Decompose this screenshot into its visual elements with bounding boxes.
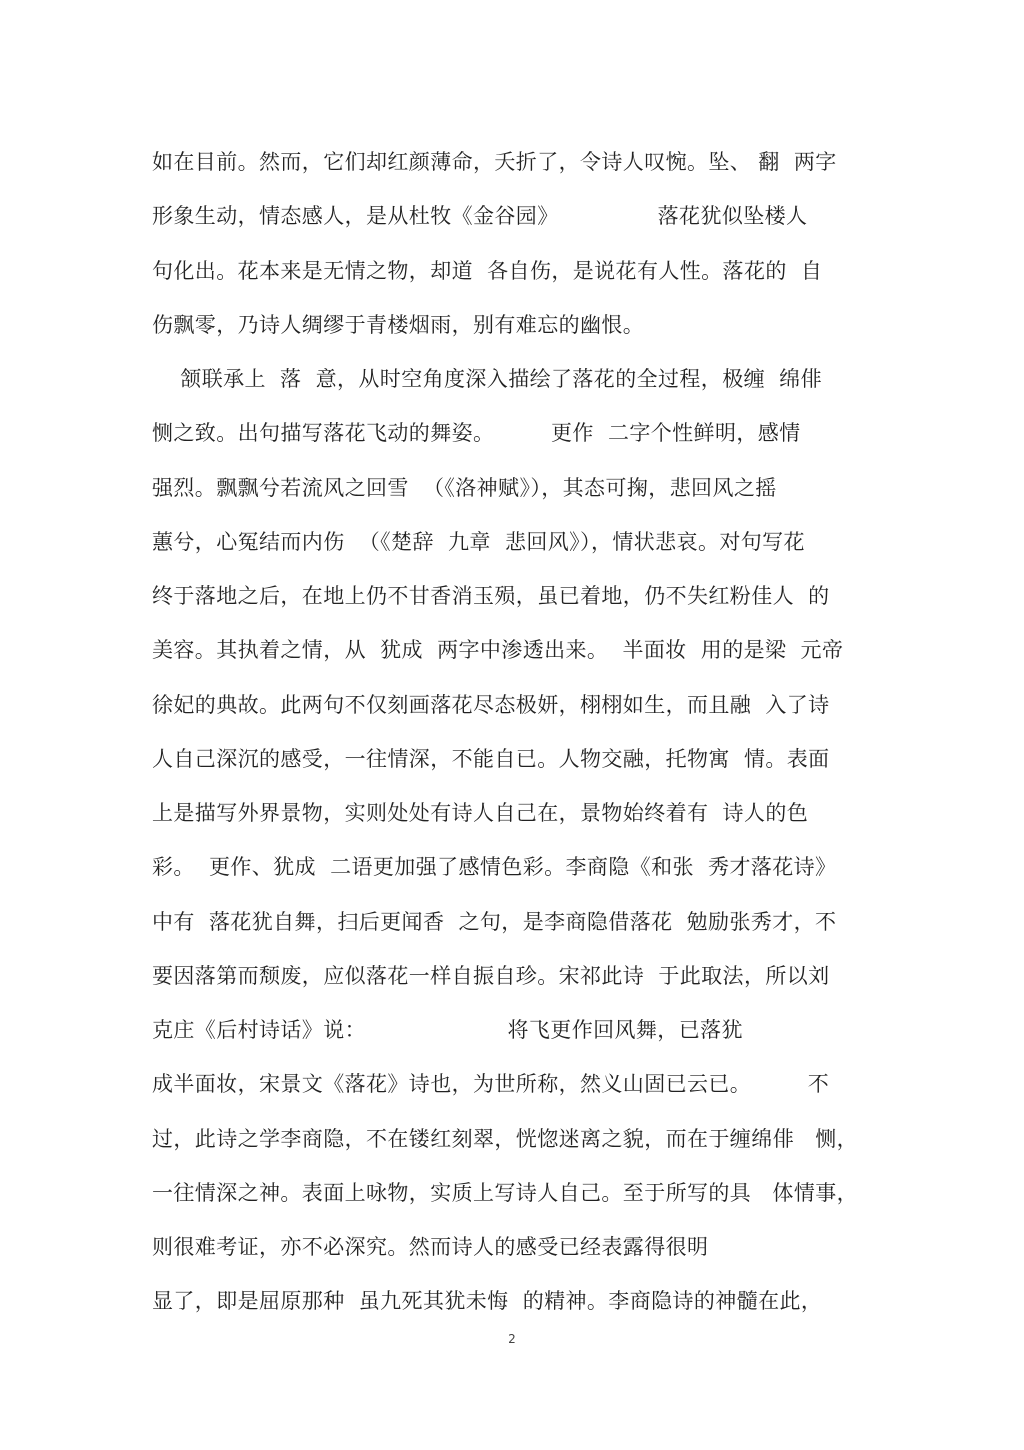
text-line: 显了，即是屈原那种 虽九死其犹未悔 的精神。李商隐诗的神髓在此， [152, 1289, 823, 1313]
text-line: 上是描写外界景物，实则处处有诗人自己在，景物始终着有 诗人的色 [152, 801, 809, 825]
page-number: 2 [508, 1332, 516, 1346]
text-line: 过，此诗之学李商隐，不在镂红刻翠，恍惚迷离之貌，而在于缠绵俳 恻， [152, 1127, 859, 1151]
text-line: 要因落第而颓废，应似落花一样自振自珍。宋祁此诗 于此取法，所以刘 [152, 964, 830, 988]
text-line: 中有 落花犹自舞，扫后更闻香 之句，是李商隐借落花 勉励张秀才，不 [152, 910, 837, 934]
text-line: 克庄《后村诗话》说： 将飞更作回风舞，已落犹 [152, 1018, 743, 1042]
text-line: 终于落地之后，在地上仍不甘香消玉殒，虽已着地，仍不失红粉佳人 的 [152, 584, 830, 608]
text-line: 蕙兮，心冤结而内伤 （《楚辞 九章 悲回风》），情状悲哀。对句写花 [152, 530, 805, 554]
text-line: 徐妃的典故。此两句不仅刻画落花尽态极妍，栩栩如生，而且融 入了诗 [152, 693, 830, 717]
text-line: 颔联承上 落 意，从时空角度深入描绘了落花的全过程，极缠 绵俳 [152, 367, 822, 391]
text-line: 如在目前。然而，它们却红颜薄命，夭折了，令诗人叹惋。坠、 翻 两字 [152, 150, 837, 174]
text-line: 一往情深之神。表面上咏物，实质上写诗人自己。至于所写的具 体情事， [152, 1181, 859, 1205]
text-line: 恻之致。出句描写落花飞动的舞姿。 更作 二字个性鲜明，感情 [152, 421, 801, 445]
text-line: 美容。其执着之情，从 犹成 两字中渗透出来。 半面妆 用的是梁 元帝 [152, 638, 844, 662]
text-line: 人自己深沉的感受，一往情深，不能自已。人物交融，托物寓 情。表面 [152, 747, 830, 771]
text-line: 伤飘零，乃诗人绸缪于青楼烟雨，别有难忘的幽恨。 [152, 313, 645, 337]
text-line: 则很难考证，亦不必深究。然而诗人的感受已经表露得很明 [152, 1235, 709, 1259]
text-line: 强烈。飘飘兮若流风之回雪 （《洛神赋》），其态可掬，悲回风之摇 [152, 476, 777, 500]
text-line: 形象生动，情态感人，是从杜牧《金谷园》 落花犹似坠楼人 [152, 204, 808, 228]
text-line: 成半面妆，宋景文《落花》诗也，为世所称，然义山固已云已。 不 [152, 1072, 830, 1096]
text-line: 句化出。花本来是无情之物，却道 各自伤，是说花有人性。落花的 自 [152, 259, 823, 283]
text-line: 彩。 更作、犹成 二语更加强了感情色彩。李商隐《和张 秀才落花诗》 [152, 855, 837, 879]
